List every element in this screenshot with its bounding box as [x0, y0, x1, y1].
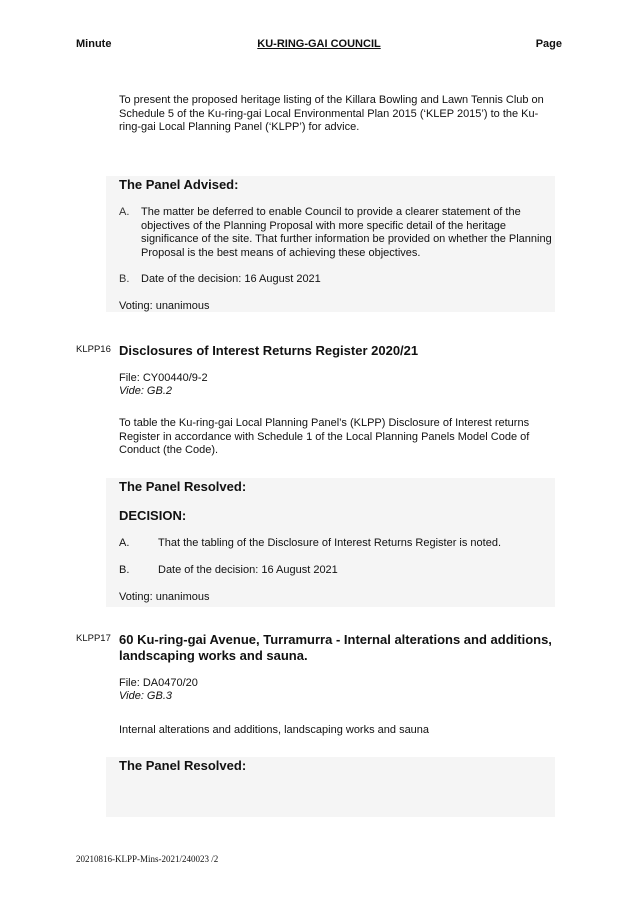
header-page-label: Page: [535, 38, 562, 50]
item-title: 60 Ku-ring-gai Avenue, Turramurra - Internal alterations and additions, landscaping works and sauna.: [119, 632, 552, 663]
list-marker: A.: [119, 537, 130, 549]
list-marker: B.: [119, 273, 130, 285]
file-reference: File: DA0470/20: [119, 677, 198, 689]
decision-item-a: [119, 537, 555, 551]
panel-advised-voting: Voting: unanimous: [119, 300, 210, 312]
panel-advised-item-a: [119, 206, 555, 260]
header-minute-label: Minute: [76, 38, 112, 50]
item-number: KLPP16: [76, 344, 111, 355]
item-description: To table the Ku-ring-gai Local Planning Panel’s (KLPP) Disclosure of Interest returns Register in accordance with Schedule 1 of the Local Planning Panels Model Code of Conduct (the Code).: [119, 417, 530, 456]
intro-paragraph: To present the proposed heritage listing of the Killara Bowling and Lawn Tennis Club on Schedule 5 of the Ku-ring-gai Local Environmental Plan 2015 (‘KLEP 2015’) to the Ku-ring-gai Local Planning Panel (‘KLPP’) for advice.: [119, 94, 544, 133]
panel-advised-heading: The Panel Advised:: [119, 177, 239, 192]
panel-resolved-heading: The Panel Resolved:: [119, 479, 247, 494]
vide-reference: Vide: GB.3: [119, 690, 172, 702]
item-title: Disclosures of Interest Returns Register 2020/21: [119, 343, 419, 358]
list-text: Date of the decision: 16 August 2021: [158, 564, 338, 576]
file-reference: File: CY00440/9-2: [119, 372, 208, 384]
vide-reference: Vide: GB.2: [119, 385, 172, 397]
decision-heading: DECISION:: [119, 508, 187, 523]
panel-resolved-heading: The Panel Resolved:: [119, 758, 247, 773]
council-title: KU-RING-GAI COUNCIL: [257, 38, 381, 50]
panel-advised-item-b: [119, 273, 555, 287]
document-reference-footer: 20210816-KLPP-Mins-2021/240023 /2: [76, 854, 219, 864]
decision-item-b: [119, 564, 555, 578]
list-text: The matter be deferred to enable Council to provide a clearer statement of the objectives of the Planning Proposal with more specific detail of the heritage significance of the site. That further information be provided on whether the Planning Proposal is the best means of achieving these objectives.: [141, 206, 552, 259]
list-marker: B.: [119, 564, 130, 576]
item-description: Internal alterations and additions, landscaping works and sauna: [119, 724, 430, 736]
item-number: KLPP17: [76, 633, 111, 644]
list-text: That the tabling of the Disclosure of Interest Returns Register is noted.: [158, 537, 502, 549]
decision-voting: Voting: unanimous: [119, 591, 210, 603]
list-text: Date of the decision: 16 August 2021: [141, 273, 321, 285]
list-marker: A.: [119, 206, 130, 218]
